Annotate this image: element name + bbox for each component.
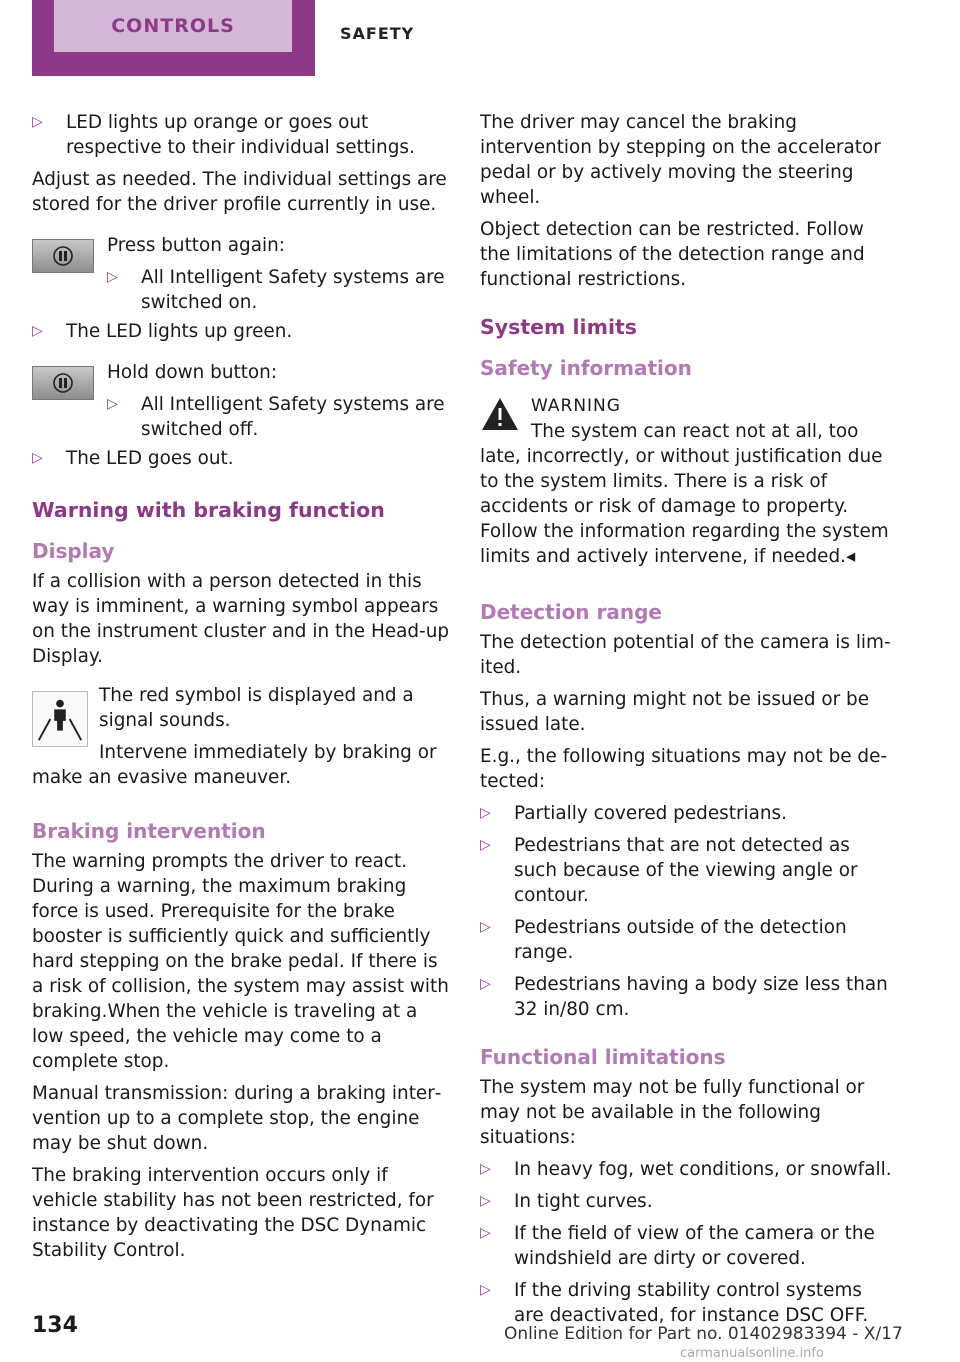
heading-detection-range: Detection range [480,600,662,624]
list-item: ▷ Pedestrians having a body size less than 32 in/80 cm. [480,974,888,1020]
heading-system-limits: System limits [480,315,637,339]
list-item: ▷ Partially covered pedestrians. [480,803,787,824]
hold-button-block [32,360,450,442]
paragraph: The warning prompts the driver to react. During a warning, the maximum braking force is used. Prerequisite for the brake booster is sufficiently quick and sufficiently hard stepping on the brake pedal. If there is a risk of collision, the system may assist with braking.When the vehicle is traveling at a low speed, the vehicle may come to a complete stop. [32,851,449,1072]
bullet-arrow-icon: ▷ [32,114,43,130]
list-item: ▷ The LED lights up green. [32,321,293,342]
paragraph: Manual transmission: during a braking intervention up to a complete stop, the engine may be shut down. [32,1083,442,1154]
list-item: ▷ In heavy fog, wet conditions, or snowfall. [480,1159,892,1180]
paragraph: If a collision with a person detected in this way is imminent, a warning symbol appears on the instrument cluster and in the Head-up Display. [32,571,450,667]
paragraph: The detection potential of the camera is limited. [480,632,891,678]
heading-braking-intervention: Braking intervention [32,819,266,843]
heading-functional-limitations: Functional limitations [480,1045,726,1069]
list-item: ▷ In tight curves. [480,1191,653,1212]
list-item: ▷ Pedestrians that are not detected as such because of the viewing angle or contour. [480,835,858,906]
paragraph: Thus, a warning might not be issued or be issued late. [480,689,870,735]
left-column [32,110,450,1270]
bullet-arrow-icon: ▷ [480,919,491,935]
intelligent-safety-button-icon [32,366,94,400]
bullet-arrow-icon: ▷ [32,323,43,339]
tab-controls-label: CONTROLS [54,0,292,52]
bullet-arrow-icon: ▷ [480,1282,491,1298]
list-item: ▷ If the field of view of the camera or the windshield are dirty or covered. [480,1223,875,1269]
list-item: ▷ LED lights up orange or goes out respective to their individual settings. [32,112,415,158]
pedestrian-warning-icon [32,691,88,747]
list-item: ▷ All Intelligent Safety systems are switched off. [107,394,445,440]
heading-safety-information: Safety information [480,356,692,380]
list-item: ▷ The LED goes out. [32,448,234,469]
warning-text: The system can react not at all, too late, incorrectly, or without justification due to the system limits. There is a risk of accidents or risk of damage to property. Follow the information regarding the system limits and actively intervene, if needed.◂ [480,421,889,567]
header-tabbar [0,0,960,76]
warning-block [480,394,892,569]
warning-triangle-icon [480,396,520,432]
heading-display: Display [32,539,115,563]
paragraph: The system may not be fully functional or may not be available in the following situations: [480,1077,865,1148]
paragraph: Object detection can be restricted. Follow the limitations of the detection range and functional restrictions. [480,219,865,290]
paragraph: E.g., the following situations may not be detected: [480,746,888,792]
bullet-arrow-icon: ▷ [107,396,118,412]
list-item: ▷ Pedestrians outside of the detection range. [480,917,847,963]
heading-warning-braking: Warning with braking function [32,498,385,522]
bullet-arrow-icon: ▷ [480,976,491,992]
hold-label: Hold down button: [107,362,278,383]
list-item: ▷ If the driving stability control systems are deactivated, for instance DSC OFF. [480,1280,869,1326]
bullet-arrow-icon: ▷ [480,805,491,821]
red-symbol-text: The red symbol is displayed and a signal sounds. [99,685,414,731]
page-number: 134 [32,1313,78,1338]
bullet-arrow-icon: ▷ [107,269,118,285]
paragraph: The driver may cancel the braking intervention by stepping on the accelerator pedal or by actively moving the steering wheel. [480,112,881,208]
edition-text: Online Edition for Part no. 01402983394 - X/17 [504,1324,903,1344]
intelligent-safety-button-icon [32,239,94,273]
paragraph: The braking intervention occurs only if vehicle stability has not been restricted, for instance by deactivating the DSC Dynamic Stability Control. [32,1165,434,1261]
bullet-arrow-icon: ▷ [480,1193,491,1209]
paragraph: Intervene immediately by braking or make an evasive maneuver. [32,742,437,788]
paragraph: Adjust as needed. The individual settings are stored for the driver profile currently in use. [32,169,447,215]
right-column [480,110,892,1335]
warning-label: WARNING [531,396,621,416]
list-item: ▷ All Intelligent Safety systems are switched on. [107,267,445,313]
watermark: carmanualsonline.info [680,1346,824,1361]
pedestrian-warning-block [32,683,450,733]
bullet-arrow-icon: ▷ [480,1225,491,1241]
tab-safety-label[interactable]: SAFETY [340,24,415,43]
tab-controls[interactable] [32,0,315,76]
bullet-arrow-icon: ▷ [480,1161,491,1177]
press-label: Press button again: [107,235,285,256]
bullet-arrow-icon: ▷ [32,450,43,466]
press-button-block [32,233,450,315]
bullet-arrow-icon: ▷ [480,837,491,853]
